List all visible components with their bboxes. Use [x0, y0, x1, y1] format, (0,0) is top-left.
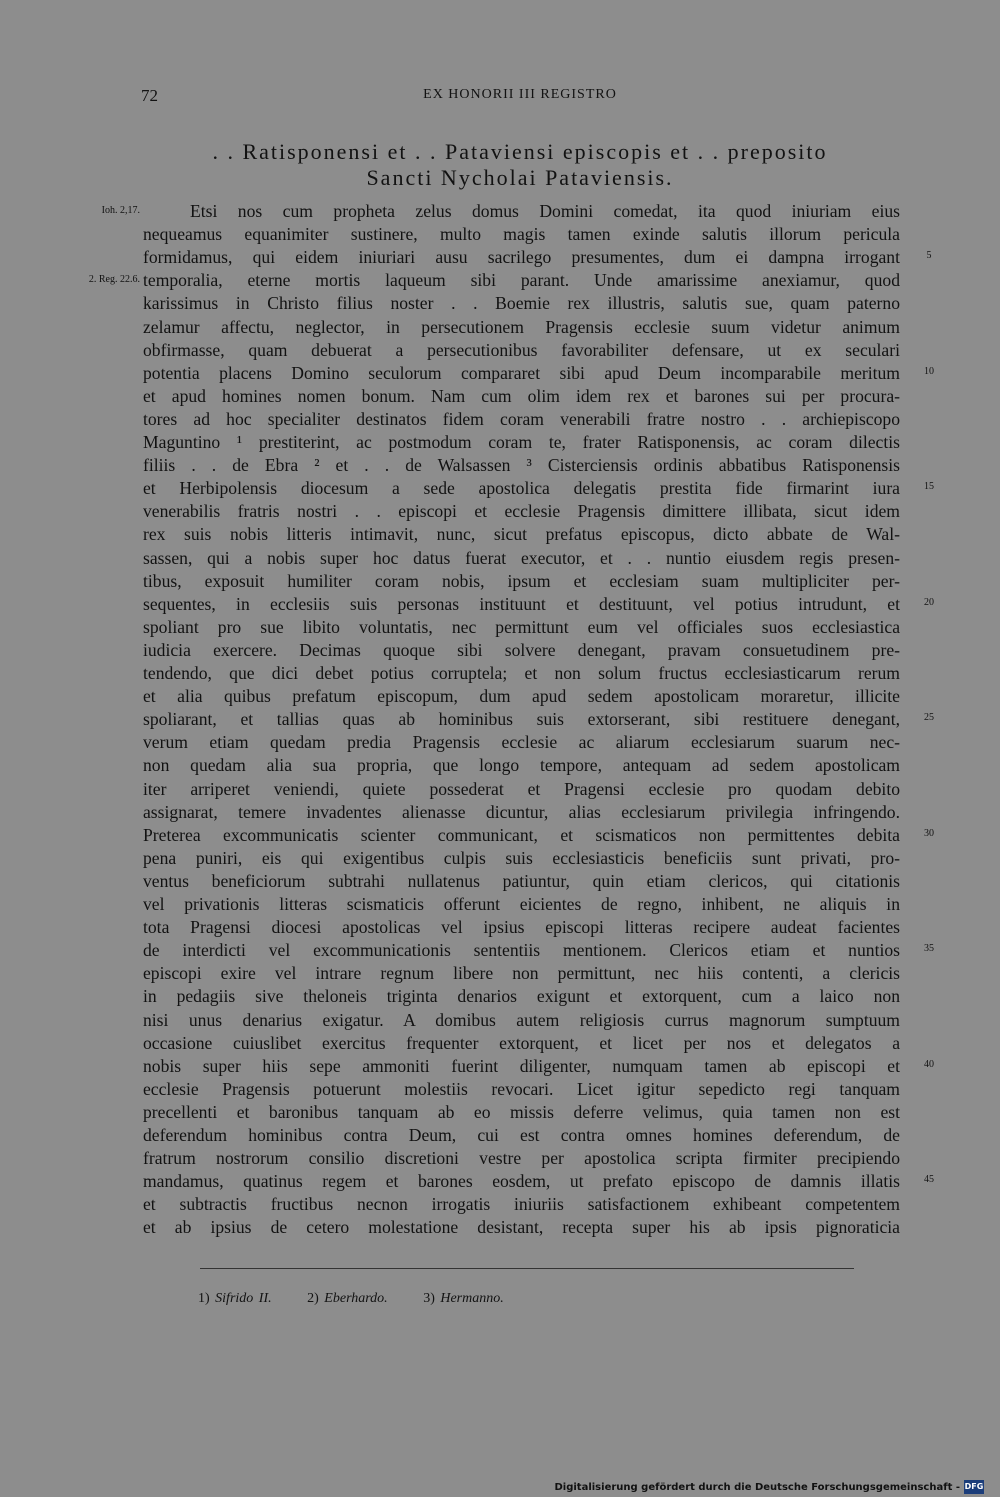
text-line: spoliarant, et tallias quas ab hominibus suis extorserant, sibi restituere denegant, — [143, 709, 900, 730]
line-number: 35 — [924, 943, 934, 955]
text-line: iudicia exercere. Decimas quoque sibi solvere denegant, pravam consuetudinem pre- — [143, 639, 900, 660]
text-line: obfirmasse, quam debuerat a persecutionibus favorabiliter defensare, ut ex seculari — [143, 339, 900, 360]
text-line: Preterea excommunicatis scienter communicant, et scismaticos non permittentes debita — [143, 824, 900, 845]
text-line: et subtractis fructibus necnon irrogatis iniuriis satisfactionem exhibeant competentem — [143, 1194, 900, 1215]
text-line: mandamus, quatinus regem et barones eosdem, ut prefato episcopo de damnis illatis — [143, 1171, 900, 1192]
text-line: nisi unus denarius exigatur. A domibus autem religiosis currus magnorum sumptuum — [143, 1009, 900, 1030]
text-line: temporalia, eterne mortis laqueum sibi parant. Unde amarissime anexiamur, quod — [143, 270, 900, 291]
line-number: 40 — [924, 1058, 934, 1070]
text-line: sassen, qui a nobis super hoc datus fuerat executor, et . . nuntio eiusdem regis presen- — [143, 547, 900, 568]
running-title: EX HONORII III REGISTRO — [423, 87, 617, 102]
text-line: vel privationis litteras scismaticis offerunt eicientes de regno, inhibent, ne aliquis in — [143, 894, 900, 914]
page-number: 72 — [141, 86, 158, 105]
footnote-1: 1) Sifrido II. — [198, 1291, 272, 1306]
text-line: pena puniri, eis qui exigentibus culpis suis ecclesiasticis beneficiis sunt privati, pro- — [143, 847, 900, 868]
text-line: formidamus, qui eidem iniuriari ausu sacrilego presumentes, dum ei dampna irrogant — [143, 247, 900, 268]
text-line: assignarat, temere invadentes alienasse dicuntur, alias ecclesiarum privilegia infringendo. — [143, 801, 900, 822]
text-line: venerabilis fratris nostri . . episcopi et ecclesie Pragensis dimittere illibata, sicut idem — [143, 501, 900, 522]
text-line: nequeamus equanimiter sustinere, multo magis tamen exinde salutis illorum pericula — [143, 224, 900, 245]
digitization-credit: Digitalisierung gefördert durch die Deutsche Forschungsgemeinschaft - — [554, 1482, 960, 1493]
line-number: 5 — [926, 250, 932, 262]
text-line: et apud homines nomen bonum. Nam cum olim idem rex et barones sui per procura- — [143, 385, 900, 406]
text-line: et alia quibus prefatum episcopum, dum apud sedem apostolicam moraretur, illicite — [143, 686, 900, 707]
text-line: potentia placens Domino seculorum compararet sibi apud Deum incomparabile meritum — [143, 362, 900, 383]
margin-reference-reg: 2. Reg. 22.6. — [88, 274, 140, 285]
text-line: de interdicti vel excommunicationis sententiis mentionem. Clericos etiam et nuntios — [143, 940, 900, 961]
text-line: in pedagiis sive theloneis triginta denarios exigunt et extorquent, cum a laico non — [143, 986, 900, 1007]
text-line: verum etiam quedam predia Pragensis ecclesie ac aliarum ecclesiarum suarum nec- — [143, 732, 900, 753]
text-line: et ab ipsius de cetero molestatione desistant, recepta super his ab ipsis pignoraticia — [143, 1217, 900, 1238]
dfg-logo: DFG — [964, 1480, 984, 1494]
text-line: occasione cuiuslibet exercitus frequenter extorquent, et licet per nos et delegatos a — [143, 1032, 900, 1053]
text-line: Etsi nos cum propheta zelus domus Domini comedat, ita quod iniuriam eius — [190, 201, 900, 221]
text-line: karissimus in Christo filius noster . . Boemie rex illustris, salutis sue, quam paterno — [143, 293, 900, 314]
text-line: filiis . . de Ebra ² et . . de Walsassen ³ Cisterciensis ordinis abbatibus Ratisponensis — [143, 455, 900, 476]
text-line: episcopi exire vel intrare regnum libere non permittunt, nec hiis contenti, a clericis — [143, 963, 900, 984]
line-number: 10 — [924, 365, 934, 377]
line-number: 25 — [924, 712, 934, 724]
line-number: 20 — [924, 596, 934, 608]
text-line: rex suis nobis litteris intimavit, nunc, sicut prefatus episcopus, dicto abbate de Wal- — [143, 524, 900, 545]
line-number: 30 — [924, 827, 934, 839]
letter-heading-line-2: Sancti Nycholai Pataviensis. — [366, 165, 674, 190]
text-line: iter arriperet veniendi, quiete possederat et Pragensi ecclesie pro quodam debito — [143, 778, 900, 799]
line-number: 45 — [924, 1174, 934, 1186]
margin-reference-ioh: Ioh. 2,17. — [101, 205, 140, 216]
text-line: fratrum nostrorum consilio discretioni vestre per apostolica scripta firmiter precipiendo — [143, 1148, 900, 1169]
text-line: zelamur affectu, neglector, in persecutionem Pragensis ecclesie suum videtur animum — [143, 316, 900, 337]
footnote-2: 2) Eberhardo. — [307, 1291, 388, 1306]
text-line: ecclesie Pragensis potuerunt molestiis revocari. Licet igitur sepedicto regi tanquam — [143, 1078, 900, 1099]
footnote-rule — [200, 1268, 854, 1269]
text-line: tota Pragensi diocesi apostolicas vel ipsius episcopi litteras recipere audeat facientes — [143, 917, 900, 938]
text-line: tibus, exposuit humiliter coram nobis, ipsum et ecclesiam suam multipliciter per- — [143, 570, 900, 591]
text-line: precellenti et baronibus tanquam ab eo missis deferre velimus, quia tamen non est — [143, 1101, 900, 1122]
text-line: sequentes, in ecclesiis suis personas instituunt et destituunt, vel potius intrudunt, et — [143, 593, 900, 614]
text-line: tendendo, que dici debet potius corruptela; et non solum fructus ecclesiasticarum rerum — [143, 663, 900, 683]
text-line: deferendum hominibus contra Deum, cui est contra omnes homines deferendum, de — [143, 1125, 900, 1145]
footnote-3: 3) Hermanno. — [423, 1291, 504, 1306]
text-line: nobis super hiis sepe ammoniti fuerint diligenter, numquam tamen ab episcopi et — [143, 1055, 900, 1076]
text-line: ventus beneficiorum subtrahi nullatenus patiuntur, quin etiam clericos, qui citationis — [143, 870, 900, 891]
line-number: 15 — [924, 481, 934, 493]
text-line: et Herbipolensis diocesum a sede apostolica delegatis prestita fide firmarint iura — [143, 478, 900, 499]
footnotes — [198, 1291, 534, 1307]
text-line: spoliant pro sue libito voluntatis, nec permittunt eum vel officiales suos ecclesiastica — [143, 616, 900, 637]
text-line: Maguntino ¹ prestiterint, ac postmodum coram te, frater Ratisponensis, ac coram dilectis — [143, 432, 900, 452]
text-line: non quedam alia sua propria, que longo tempore, antequam ad sedem apostolicam — [143, 755, 900, 776]
letter-heading-line-1: . . Ratisponensi et . . Pataviensi episcopis et . . preposito — [212, 139, 828, 164]
text-line: tores ad hoc specialiter destinatos fidem coram venerabili fratre nostro . . archiepiscopo — [143, 408, 900, 429]
